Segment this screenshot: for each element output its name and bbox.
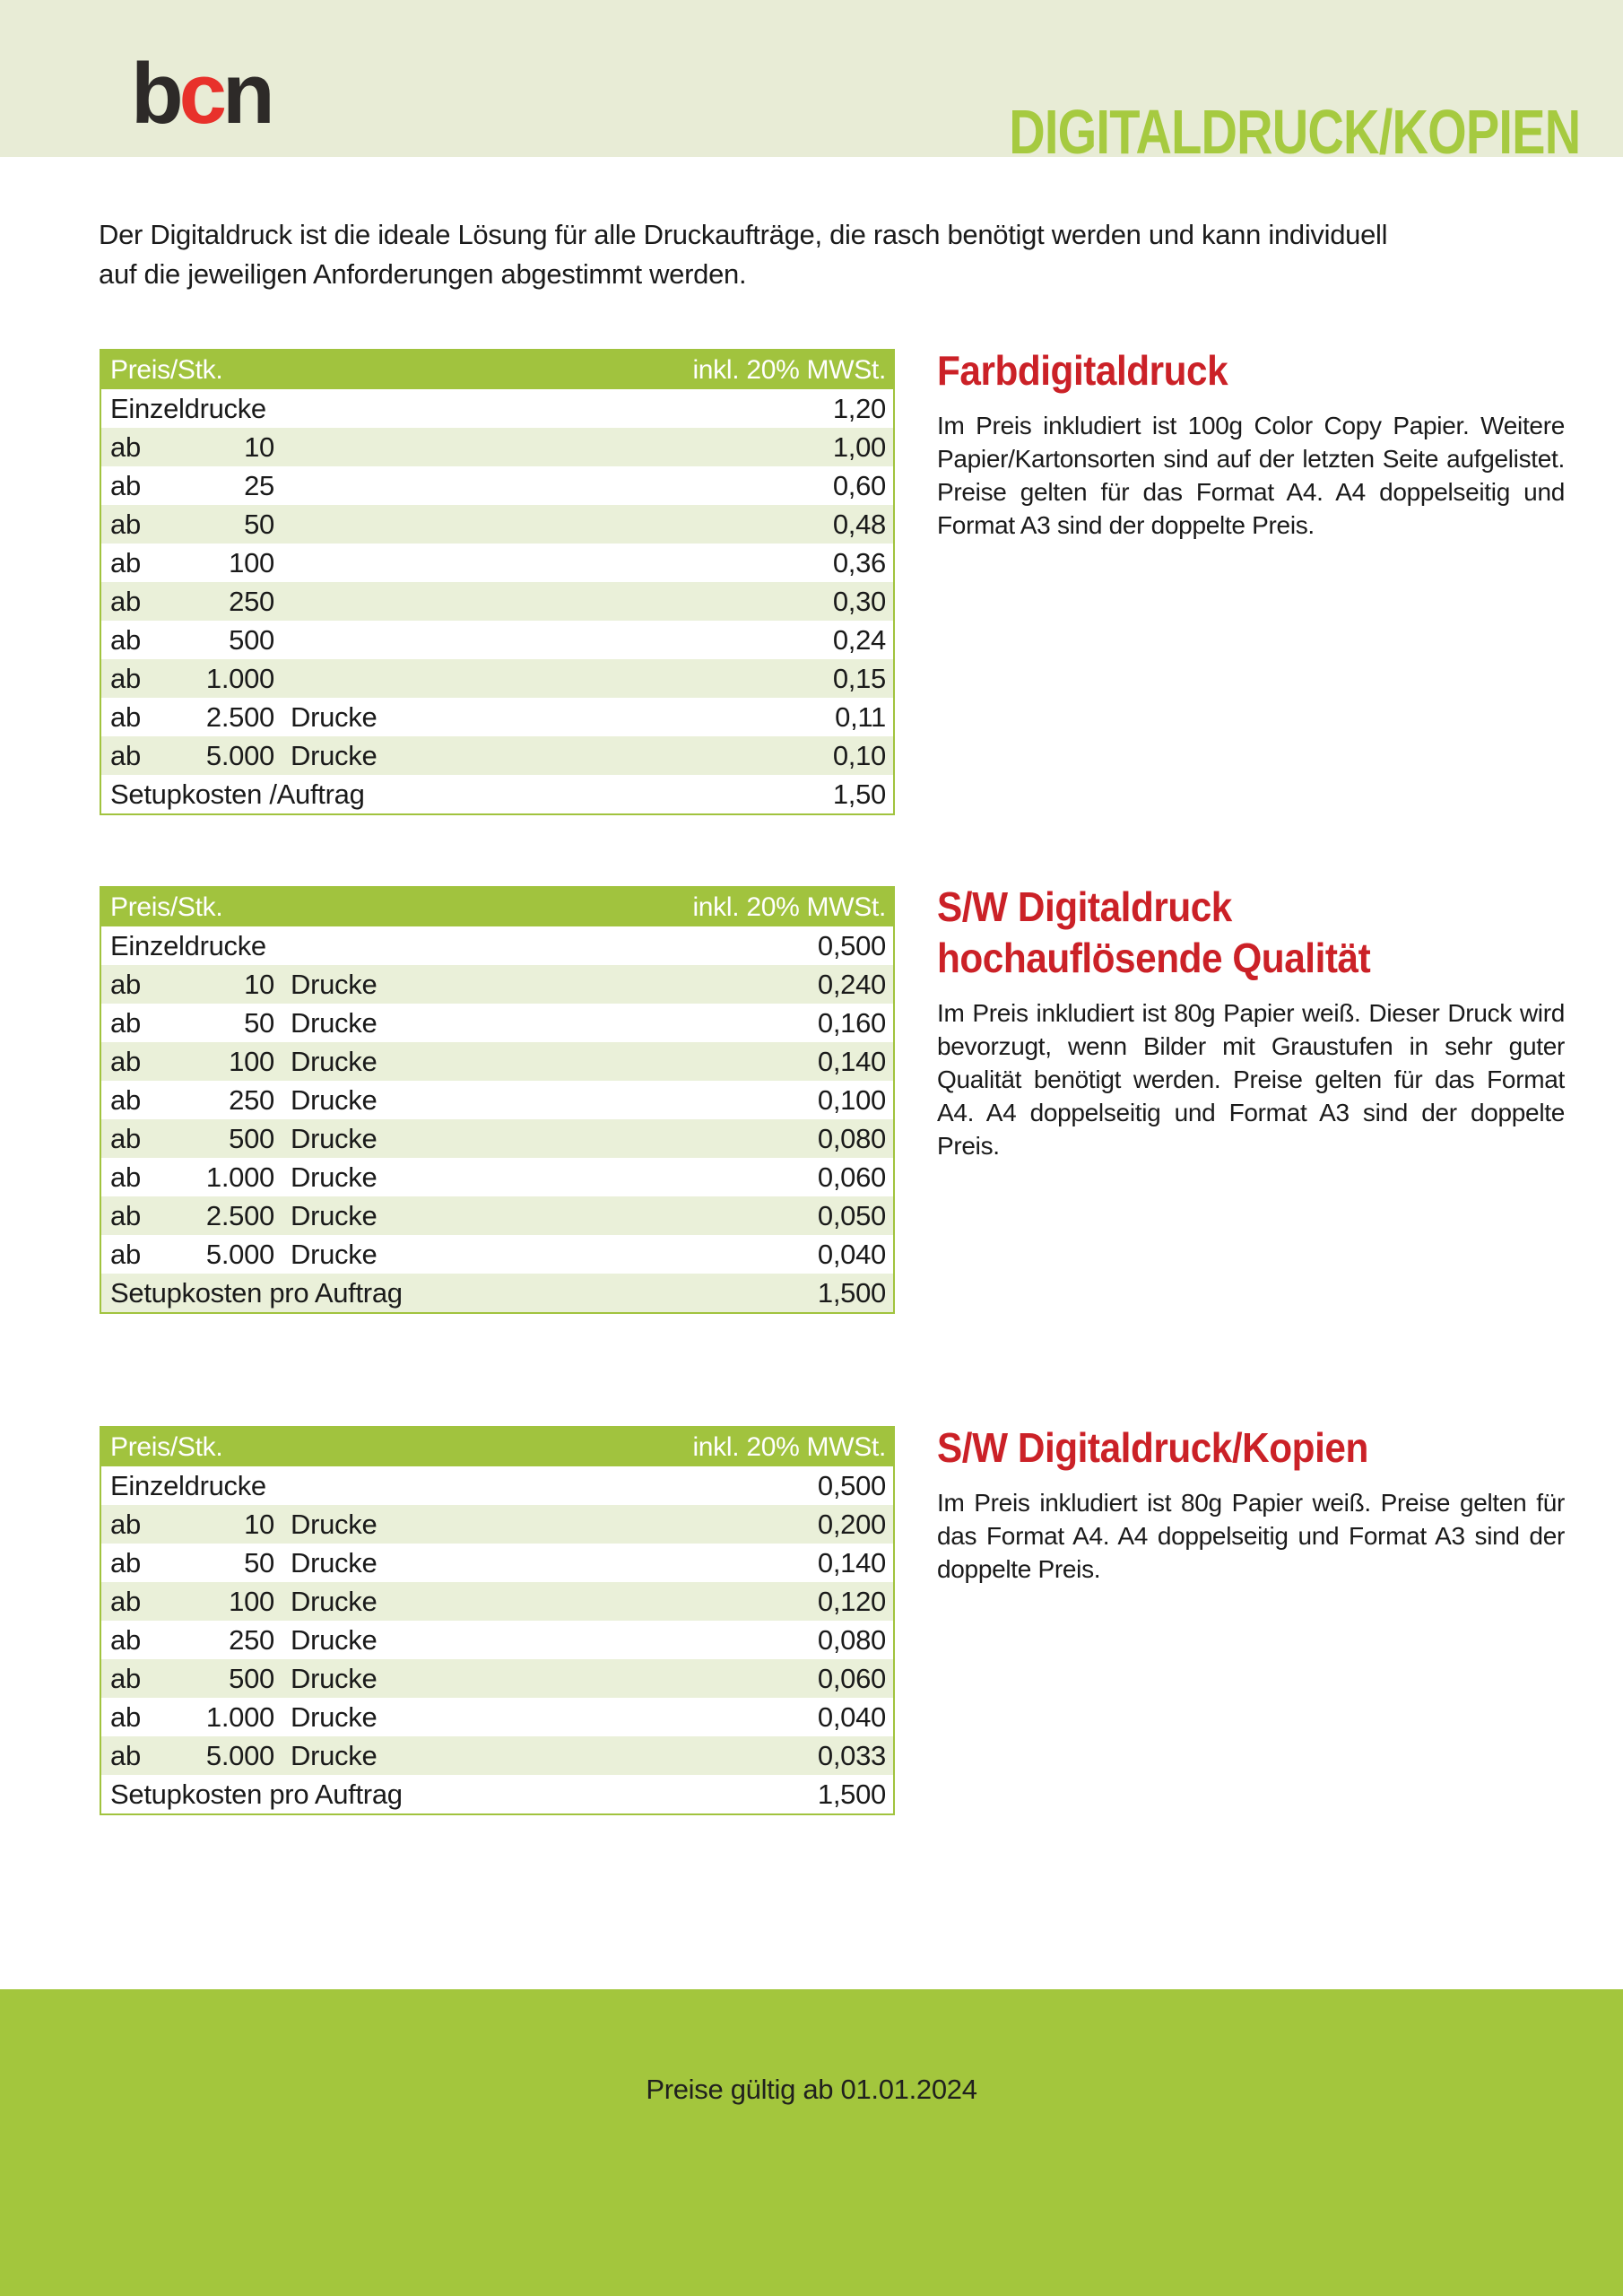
- table-header: [101, 351, 893, 389]
- row-prefix: ab: [110, 662, 141, 694]
- table-row: [101, 926, 893, 965]
- table-row: [101, 1505, 893, 1544]
- row-price: 0,500: [817, 1469, 886, 1501]
- row-quantity: 5.000: [205, 739, 274, 771]
- row-prefix: ab: [110, 1122, 141, 1154]
- row-unit: Drucke: [291, 1238, 378, 1270]
- row-quantity: 2.500: [205, 1199, 274, 1231]
- table-body: [101, 926, 893, 1312]
- table-header-right: inkl. 20% MWSt.: [692, 891, 886, 922]
- table-row: [101, 505, 893, 544]
- row-prefix: ab: [110, 585, 141, 617]
- row-price: 0,140: [817, 1045, 886, 1077]
- table-header-left: Preis/Stk.: [110, 354, 223, 385]
- row-quantity: 10: [244, 430, 274, 463]
- section-heading-line: hochauflösende Qualität: [937, 935, 1371, 981]
- row-quantity: 500: [229, 623, 274, 656]
- table-header: [101, 888, 893, 926]
- row-unit: Drucke: [291, 1546, 378, 1578]
- row-prefix: ab: [110, 1739, 141, 1771]
- table-row: [101, 389, 893, 428]
- row-quantity: 50: [244, 1006, 274, 1039]
- section-heading-line: Farbdigitaldruck: [937, 347, 1228, 394]
- section-farbdigitaldruck: [937, 345, 1565, 542]
- row-quantity: 250: [229, 585, 274, 617]
- row-prefix: ab: [110, 1585, 141, 1617]
- row-price: 0,100: [817, 1083, 886, 1116]
- row-label: Einzeldrucke: [110, 929, 266, 961]
- row-unit: Drucke: [291, 1585, 378, 1617]
- row-price: 0,240: [817, 968, 886, 1000]
- row-prefix: ab: [110, 1662, 141, 1694]
- row-price: 0,080: [817, 1122, 886, 1154]
- row-price: 0,30: [832, 585, 886, 617]
- row-quantity: 1.000: [205, 1161, 274, 1193]
- row-quantity: 50: [244, 1546, 274, 1578]
- row-unit: Drucke: [291, 1739, 378, 1771]
- table-row: [101, 698, 893, 736]
- row-prefix: ab: [110, 1006, 141, 1039]
- table-row: [101, 1466, 893, 1505]
- table-header-left: Preis/Stk.: [110, 891, 223, 922]
- row-prefix: ab: [110, 700, 141, 733]
- table-row: [101, 1775, 893, 1813]
- table-row: [101, 1698, 893, 1736]
- section-body: Im Preis inkludiert ist 80g Papier weiß. Preise gelten für das Format A4. A4 doppelseitig und Format A3 sind der doppelte Preis.: [937, 1489, 1565, 1583]
- row-price: 1,00: [832, 430, 886, 463]
- row-prefix: ab: [110, 968, 141, 1000]
- table-row: [101, 965, 893, 1004]
- row-price: 0,060: [817, 1662, 886, 1694]
- row-unit: Drucke: [291, 1122, 378, 1154]
- section-heading: [937, 882, 1515, 984]
- section-sw-kopien: [937, 1422, 1565, 1586]
- table-row: [101, 659, 893, 698]
- row-price: 1,50: [832, 778, 886, 810]
- logo-letter-n: n: [222, 46, 271, 142]
- table-header: [101, 1428, 893, 1466]
- row-price: 0,040: [817, 1700, 886, 1733]
- table-header-right: inkl. 20% MWSt.: [692, 1431, 886, 1462]
- row-unit: Drucke: [291, 700, 378, 733]
- table-row: [101, 1042, 893, 1081]
- table-row: [101, 1158, 893, 1196]
- row-prefix: ab: [110, 739, 141, 771]
- row-prefix: ab: [110, 1700, 141, 1733]
- row-label: Einzeldrucke: [110, 1469, 266, 1501]
- row-price: 0,120: [817, 1585, 886, 1617]
- row-price: 0,140: [817, 1546, 886, 1578]
- table-row: [101, 1544, 893, 1582]
- row-prefix: ab: [110, 1083, 141, 1116]
- table-row: [101, 1736, 893, 1775]
- row-prefix: ab: [110, 1508, 141, 1540]
- table-row: [101, 1659, 893, 1698]
- row-price: 0,160: [817, 1006, 886, 1039]
- row-price: 0,60: [832, 469, 886, 501]
- row-prefix: ab: [110, 508, 141, 540]
- row-prefix: ab: [110, 1623, 141, 1656]
- table-row: [101, 582, 893, 621]
- row-price: 0,060: [817, 1161, 886, 1193]
- table-row: [101, 544, 893, 582]
- table-row: [101, 621, 893, 659]
- row-price: 1,500: [817, 1778, 886, 1810]
- row-price: 0,24: [832, 623, 886, 656]
- row-price: 0,11: [835, 700, 886, 733]
- page-title: DIGITALDRUCK/KOPIEN: [1008, 97, 1580, 167]
- row-price: 0,15: [832, 662, 886, 694]
- section-heading: [937, 1422, 1515, 1474]
- row-quantity: 100: [229, 1585, 274, 1617]
- row-prefix: ab: [110, 1199, 141, 1231]
- intro-line-1: Der Digitaldruck ist die ideale Lösung für alle Druckaufträge, die rasch benötigt werden und kann individuell: [99, 219, 1388, 250]
- row-quantity: 25: [244, 469, 274, 501]
- table-row: [101, 1081, 893, 1119]
- section-heading-line: S/W Digitaldruck: [937, 883, 1232, 930]
- row-unit: Drucke: [291, 739, 378, 771]
- table-body: [101, 1466, 893, 1813]
- table-body: [101, 389, 893, 813]
- row-price: 0,500: [817, 929, 886, 961]
- row-quantity: 2.500: [205, 700, 274, 733]
- table-row: [101, 1235, 893, 1274]
- table-row: [101, 1621, 893, 1659]
- table-header-left: Preis/Stk.: [110, 1431, 223, 1462]
- row-unit: Drucke: [291, 1083, 378, 1116]
- row-price: 1,500: [817, 1276, 886, 1309]
- table-row: [101, 1274, 893, 1312]
- row-quantity: 250: [229, 1623, 274, 1656]
- table-row: [101, 1119, 893, 1158]
- row-quantity: 500: [229, 1662, 274, 1694]
- row-prefix: ab: [110, 1546, 141, 1578]
- intro-paragraph: [99, 215, 1387, 294]
- row-label: Setupkosten /Auftrag: [110, 778, 365, 810]
- row-prefix: ab: [110, 469, 141, 501]
- row-price: 0,48: [832, 508, 886, 540]
- row-prefix: ab: [110, 1238, 141, 1270]
- section-heading-line: S/W Digitaldruck/Kopien: [937, 1424, 1368, 1471]
- section-body: Im Preis inkludiert ist 80g Papier weiß. Dieser Druck wird bevorzugt, wenn Bilder mit Graustufen in sehr guter Qualität benötigt werden. Preise gelten für das Format A4. A4 doppelseitig und Format A3 sind der doppelte Preis.: [937, 999, 1565, 1160]
- row-quantity: 5.000: [205, 1238, 274, 1270]
- bcn-logo: [131, 46, 271, 142]
- row-price: 0,200: [817, 1508, 886, 1540]
- section-sw-hochaufloesend: [937, 882, 1565, 1162]
- table-row: [101, 775, 893, 813]
- row-unit: Drucke: [291, 1045, 378, 1077]
- row-price: 0,36: [832, 546, 886, 578]
- logo-letter-c: c: [178, 46, 223, 142]
- row-prefix: ab: [110, 430, 141, 463]
- row-price: 0,080: [817, 1623, 886, 1656]
- row-price: 0,050: [817, 1199, 886, 1231]
- table-row: [101, 428, 893, 466]
- row-quantity: 100: [229, 1045, 274, 1077]
- row-quantity: 10: [244, 1508, 274, 1540]
- intro-line-2: auf die jeweiligen Anforderungen abgestimmt werden.: [99, 258, 747, 290]
- row-quantity: 50: [244, 508, 274, 540]
- table-row: [101, 1004, 893, 1042]
- table-row: [101, 466, 893, 505]
- row-quantity: 1.000: [205, 1700, 274, 1733]
- row-quantity: 100: [229, 546, 274, 578]
- row-unit: Drucke: [291, 1508, 378, 1540]
- row-prefix: ab: [110, 1045, 141, 1077]
- row-prefix: ab: [110, 546, 141, 578]
- row-price: 0,040: [817, 1238, 886, 1270]
- table-header-right: inkl. 20% MWSt.: [692, 354, 886, 385]
- section-heading: [937, 345, 1515, 396]
- table-row: [101, 1582, 893, 1621]
- row-label: Setupkosten pro Auftrag: [110, 1276, 403, 1309]
- row-unit: Drucke: [291, 1006, 378, 1039]
- row-quantity: 5.000: [205, 1739, 274, 1771]
- row-quantity: 500: [229, 1122, 274, 1154]
- table-row: [101, 1196, 893, 1235]
- row-unit: Drucke: [291, 1623, 378, 1656]
- row-unit: Drucke: [291, 1700, 378, 1733]
- row-quantity: 1.000: [205, 662, 274, 694]
- row-prefix: ab: [110, 623, 141, 656]
- row-unit: Drucke: [291, 1662, 378, 1694]
- row-label: Einzeldrucke: [110, 392, 266, 424]
- row-price: 1,20: [832, 392, 886, 424]
- price-table-farbdigitaldruck: [100, 349, 895, 815]
- row-quantity: 10: [244, 968, 274, 1000]
- row-price: 0,10: [832, 739, 886, 771]
- row-prefix: ab: [110, 1161, 141, 1193]
- row-unit: Drucke: [291, 968, 378, 1000]
- row-price: 0,033: [817, 1739, 886, 1771]
- logo-letter-b: b: [131, 46, 179, 142]
- row-unit: Drucke: [291, 1161, 378, 1193]
- footer-bar: [0, 1989, 1623, 2296]
- price-table-sw-kopien: [100, 1426, 895, 1815]
- row-unit: Drucke: [291, 1199, 378, 1231]
- table-row: [101, 736, 893, 775]
- price-table-sw-hochaufloesend: [100, 886, 895, 1314]
- footer-note: Preise gültig ab 01.01.2024: [646, 2074, 977, 2105]
- row-quantity: 250: [229, 1083, 274, 1116]
- section-body: Im Preis inkludiert ist 100g Color Copy Papier. Weitere Papier/Kartonsorten sind auf der letzten Seite aufgelistet. Preise gelten für das Format A4. A4 doppelseitig und Format A3 sind der doppelte Preis.: [937, 412, 1565, 539]
- row-label: Setupkosten pro Auftrag: [110, 1778, 403, 1810]
